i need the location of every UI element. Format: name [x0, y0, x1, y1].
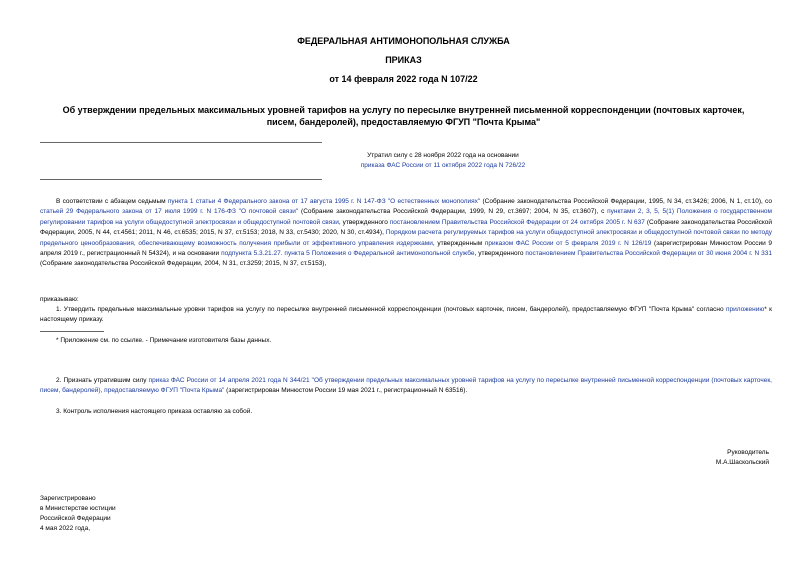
status-divider-top — [40, 142, 322, 143]
agency-name: ФЕДЕРАЛЬНАЯ АНТИМОНОПОЛЬНАЯ СЛУЖБА — [297, 36, 510, 46]
government-resolution-637-link[interactable]: постановлением Правительства Российской Федерации от 24 октября 2005 г. N 637 — [389, 218, 645, 226]
preamble-text: (Собрание законодательства Российской Федерации, 2005, N 44, ст.4561; 2011, N 46, ст.6535; 2015, N 37, ст.5153; 2018, N 33, ст.5430; 2020, N 30, ст.4934), — [40, 218, 773, 237]
document-title: Об утверждении предельных максимальных уровней тарифов на услугу по пересылке внутренней письменной корреспонденции (почтовых карточек, писем, бандеролей), предоставляемую ФГУП "Почта Крыма" — [62, 105, 745, 127]
regulation-points-link[interactable]: пунктами 2, 3, 5, 5(1) Положения о государственном регулировании тарифов на услуги общедоступной электросвязи и общедоступной почтовой связи — [40, 208, 772, 226]
item-2-suffix: (зарегистрирован Минюстом России 19 мая 2021 г., регистрационный N 63516). — [224, 387, 468, 395]
preamble-paragraph — [40, 197, 772, 270]
signature-block — [716, 448, 769, 468]
status-divider-bottom — [40, 179, 322, 180]
preamble-text: (Собрание законодательства Российской Федерации, 1999, N 29, ст.3697; 2004, N 35, ст.3607), с — [298, 208, 608, 216]
law-147fz-link[interactable]: пункта 1 статьи 4 Федерального закона от 17 августа 1995 г. N 147-ФЗ "О естественных монополиях" — [167, 198, 481, 205]
document-date-number: от 14 февраля 2022 года N 107/22 — [329, 74, 478, 84]
preamble-text: , утвержденного — [474, 250, 526, 258]
order-item-3: 3. Контроль исполнения настоящего приказа оставляю за собой. — [56, 408, 253, 415]
registration-date: 4 мая 2022 года, — [40, 525, 91, 532]
preamble-text: (Собрание законодательства Российской Федерации, 2004, N 31, ст.3259; 2015, N 37, ст.5153), — [40, 260, 327, 268]
preamble-text: (зарегистрирован Минюстом России 9 апреля 2019 г., регистрационный N 54324), и на основании — [40, 239, 772, 258]
appendix-link[interactable]: приложению — [725, 306, 765, 313]
preamble-text: , утвержденного — [338, 218, 390, 226]
item-2-prefix: 2. Признать утратившим силу — [56, 377, 149, 384]
fas-order-126-link[interactable]: приказом ФАС России от 5 февраля 2019 г. N 126/19 — [484, 239, 652, 247]
order-word: приказываю: — [40, 296, 79, 303]
signatory-role: Руководитель — [727, 449, 769, 456]
repealed-order-344-link[interactable]: приказ ФАС России от 14 апреля 2021 года N 344/21 "Об утверждении предельных максимальных уровней тарифов на услугу по пересылке внутренней письменной корреспонденции (почтовых карточек, писем, бандеролей), предоставляемую ФГУП "Почта Крыма" — [40, 377, 772, 395]
registration-line: в Министерстве юстиции — [40, 505, 116, 512]
registration-block — [40, 494, 116, 534]
item-1-suffix: * к настоящему приказу. — [40, 306, 772, 324]
status-note-text: Утратил силу с 28 ноября 2022 года на основании — [367, 152, 519, 159]
registration-line: Российской Федерации — [40, 515, 111, 522]
footnote-divider — [40, 331, 104, 332]
repeal-order-link[interactable]: приказа ФАС России от 11 октября 2022 года N 726/22 — [360, 162, 526, 169]
signatory-name: М.А.Шаскольский — [715, 459, 769, 466]
tariff-calculation-procedure-link[interactable]: Порядком расчета регулируемых тарифов на услуги общедоступной электросвязи и общедоступной почтовой связи по методу предельного ценообразования, обеспечивающему возможность получения прибыли от эффективного управления издержками — [40, 229, 772, 247]
fas-regulation-subpoint-link[interactable]: подпункта 5.3.21.27. пункта 5 Положения о Федеральной антимонопольной службе — [221, 250, 475, 258]
status-note — [318, 151, 568, 171]
preamble-text: , утвержденным — [432, 239, 485, 247]
order-item-2 — [40, 376, 772, 397]
order-item-1 — [40, 305, 772, 326]
preamble-text: (Собрание законодательства Российской Федерации, 1995, N 34, ст.3426; 2006, N 1, ст.10), со — [480, 198, 772, 205]
item-1-text: 1. Утвердить предельные максимальные уровни тарифов на услугу по пересылке внутренней письменной корреспонденции (почтовых карточек, писем, бандеролей), предоставляемую ФГУП "Почта Крыма" согласно — [56, 306, 726, 313]
document-type: ПРИКАЗ — [385, 55, 422, 65]
law-176fz-link[interactable]: статьей 29 Федерального закона от 17 июля 1999 г. N 176-ФЗ "О почтовой связи" — [40, 208, 299, 216]
government-resolution-331-link[interactable]: постановлением Правительства Российской Федерации от 30 июня 2004 г. N 331 — [525, 250, 772, 258]
registration-line: Зарегистрировано — [40, 495, 96, 502]
footnote: * Приложение см. по ссылке. - Примечание изготовителя базы данных. — [56, 337, 272, 344]
preamble-text: В соответствии с абзацем седьмым — [56, 198, 168, 205]
